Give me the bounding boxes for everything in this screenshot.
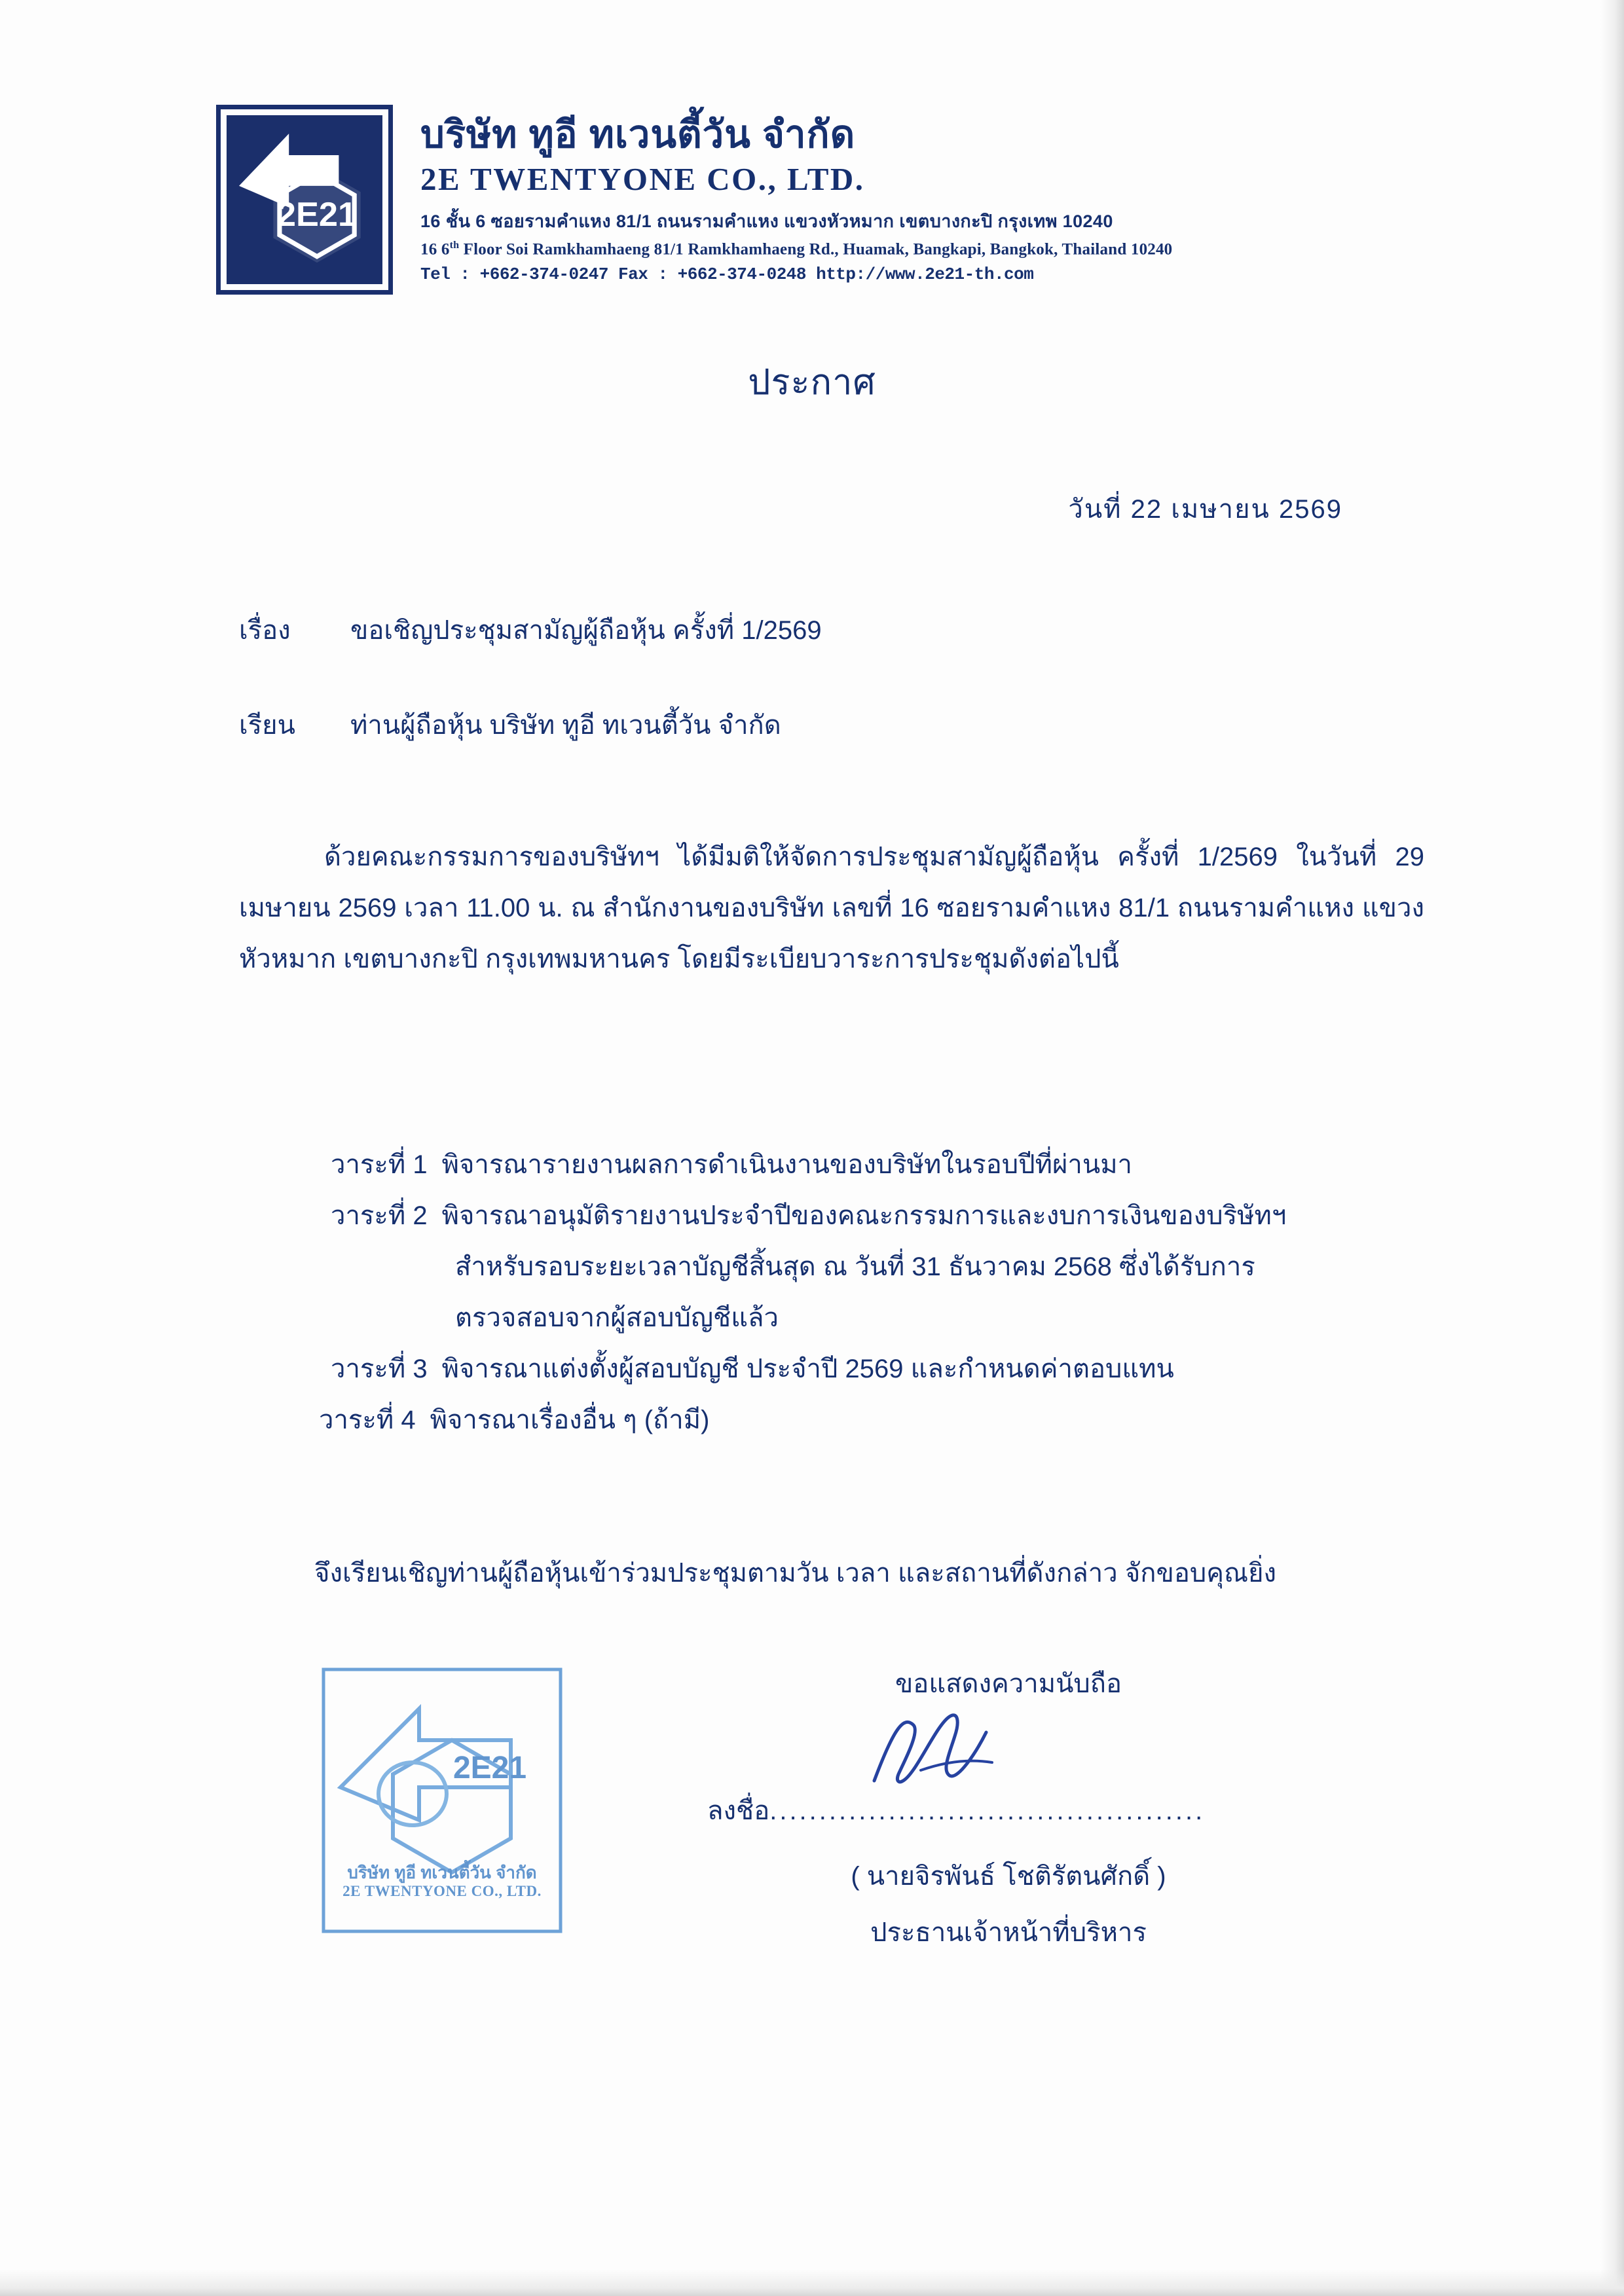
agenda-item	[331, 1190, 1431, 1241]
attention-value: ท่านผู้ถือหุ้น บริษัท ทูอี ทเวนตี้วัน จำกัด	[350, 711, 781, 740]
agenda-item-text: พิจารณาเรื่องอื่น ๆ (ถ้ามี)	[430, 1406, 710, 1434]
agenda-item	[319, 1394, 1431, 1446]
agenda-item-number: วาระที่ 3	[331, 1355, 428, 1383]
agenda-item-continuation: ตรวจสอบจากผู้สอบบัญชีแล้ว	[455, 1303, 779, 1332]
signature-regards: ขอแสดงความนับถือ	[895, 1669, 1122, 1698]
attention-label: เรียน	[239, 711, 295, 740]
address-en-rest: Floor Soi Ramkhamhaeng 81/1 Ramkhamhaeng Rd., Huamak, Bangkapi, Bangkok, Thailand 10240	[459, 240, 1173, 259]
intro-paragraph-text: ด้วยคณะกรรมการของบริษัทฯ ได้มีมติให้จัดการประชุมสามัญผู้ถือหุ้น ครั้งที่ 1/2569 ในวันที่ 29 เมษายน 2569 เวลา 11.00 น. ณ สำนักงานของบริษัท เลขที่ 16 ซอยรามคำแหง 81/1 ถนนรามคำแหง แขวงหัวหมาก เขตบางกะปิ กรุงเทพมหานคร โดยมีระเบียบวาระการประชุมดังต่อไปนี้	[239, 843, 1424, 974]
scan-edge-bottom	[0, 2270, 1624, 2296]
agenda-item-number: วาระที่ 1	[331, 1150, 428, 1179]
scan-edge-right	[1600, 0, 1624, 2296]
agenda-item-continuation: สำหรับรอบระยะเวลาบัญชีสิ้นสุด ณ วันที่ 31 ธันวาคม 2568 ซึ่งได้รับการ	[455, 1252, 1255, 1281]
intro-paragraph	[239, 831, 1424, 985]
address-en-prefix: 16 6	[420, 240, 450, 259]
signature-dots: ............................................	[769, 1796, 1206, 1825]
address-en-sup: th	[449, 239, 460, 251]
company-address-th: 16 ชั้น 6 ซอยรามคำแหง 81/1 ถนนรามคำแหง แขวงหัวหมาก เขตบางกะปิ กรุงเทพ 10240	[420, 211, 1113, 231]
company-name-en: 2E TWENTYONE CO., LTD.	[420, 160, 865, 197]
svg-text:2E21: 2E21	[452, 1751, 527, 1785]
subject-label: เรื่อง	[239, 616, 291, 645]
company-stamp	[314, 1663, 570, 1938]
signer-title: ประธานเจ้าหน้าที่บริหาร	[870, 1918, 1147, 1947]
company-name-th: บริษัท ทูอี ทเวนตี้วัน จำกัด	[420, 113, 856, 156]
stamp-line-en: 2E TWENTYONE CO., LTD.	[342, 1883, 542, 1899]
signature-label: ลงชื่อ	[707, 1796, 770, 1825]
agenda-list	[319, 1139, 1431, 1446]
page-title: ประกาศ	[748, 363, 876, 402]
company-contact: Tel : +662-374-0247 Fax : +662-374-0248 http://www.2e21-th.com	[420, 264, 1034, 285]
company-address-en	[420, 240, 1172, 259]
agenda-item-text: พิจารณาแต่งตั้งผู้สอบบัญชี ประจำปี 2569 และกำหนดค่าตอบแทน	[441, 1355, 1174, 1383]
agenda-item	[331, 1343, 1431, 1394]
company-details	[420, 105, 1172, 284]
agenda-item-number: วาระที่ 2	[331, 1201, 428, 1230]
svg-text:2E21: 2E21	[276, 196, 358, 234]
signature-block	[707, 1656, 1303, 1960]
agenda-item-text: พิจารณาอนุมัติรายงานประจำปีของคณะกรรมการและงบการเงินของบริษัทฯ	[441, 1201, 1287, 1230]
company-logo	[216, 105, 393, 295]
attention-row	[239, 704, 781, 746]
stamp-line-th: บริษัท ทูอี ทเวนตี้วัน จำกัด	[347, 1863, 537, 1882]
closing-paragraph: จึงเรียนเชิญท่านผู้ถือหุ้นเข้าร่วมประชุมตามวัน เวลา และสถานที่ดังกล่าว จักขอบคุณยิ่ง	[314, 1559, 1277, 1588]
subject-value: ขอเชิญประชุมสามัญผู้ถือหุ้น ครั้งที่ 1/2569	[350, 616, 822, 645]
agenda-item-number: วาระที่ 4	[319, 1406, 416, 1434]
agenda-item	[331, 1139, 1431, 1190]
letterhead	[216, 105, 1428, 295]
signer-name: ( นายจิรพันธ์ โชติรัตนศักดิ์ )	[851, 1862, 1166, 1891]
document-date: วันที่ 22 เมษายน 2569	[1068, 495, 1342, 524]
subject-row	[239, 609, 822, 651]
signature-line-row	[707, 1783, 1303, 1838]
company-logo-mark	[227, 115, 382, 284]
agenda-item-text: พิจารณารายงานผลการดำเนินงานของบริษัทในรอบปีที่ผ่านมา	[441, 1150, 1133, 1179]
